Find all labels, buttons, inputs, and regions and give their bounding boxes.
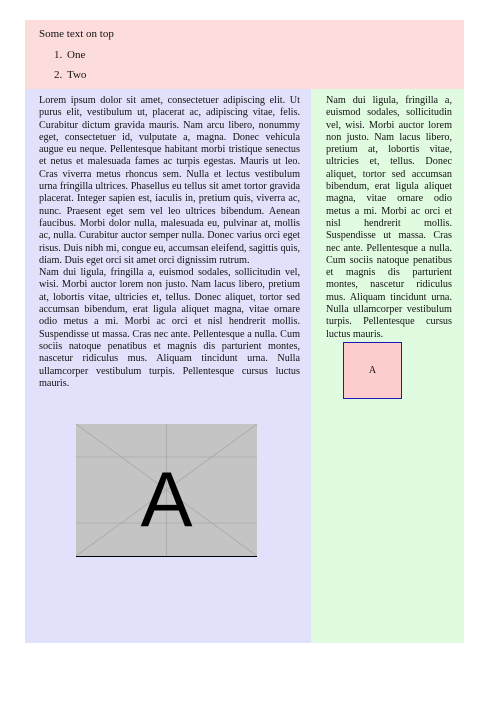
top-numbered-list [39, 48, 464, 82]
list-item-two: 2. Two [65, 68, 464, 82]
left-column [25, 89, 311, 643]
placeholder-image-letter: A [140, 455, 193, 543]
left-paragraph-2: Nam dui ligula, fringilla a, euismod sodales, sollicitudin vel, wisi. Morbi auctor lorem non justo. Nam lacus libero, pretium at, lobortis vitae, ultricies et, tellus. Donec aliquet, tortor sed accumsan bibendum, erat ligula aliquet magna, vitae ornare odio metus a mi. Morbi ac orci et nisl hendrerit mollis. Suspendisse ut massa. Cras nec ante. Pellentesque a nulla. Cum sociis natoque penatibus et magnis dis parturient montes, nascetur ridiculus mus. Aliquam tincidunt urna. Nulla ullamcorper vestibulum turpis. Pellentesque cursus luctus mauris. [39, 267, 300, 389]
top-intro-text: Some text on top [39, 28, 114, 40]
right-paragraph: Nam dui ligula, fringilla a, euismod sodales, sollicitudin vel, wisi. Morbi auctor lorem non justo. Nam lacus libero, pretium at, lobortis vitae, ultricies et, tellus. Donec aliquet, tortor sed accumsan bibendum, erat ligula aliquet magna, vitae ornare odio metus a mi. Morbi ac orci et nisl hendrerit mollis. Suspendisse ut massa. Cras nec ante. Pellentesque a nulla. Cum sociis natoque penatibus et magnis dis parturient montes, nascetur ridiculus mus. Aliquam tincidunt urna. Nulla ullamcorper vestibulum turpis. Pellentesque cursus luctus mauris. [326, 95, 452, 340]
top-section [25, 20, 464, 89]
placeholder-image-figure [76, 424, 257, 557]
boxed-label-a: A [343, 342, 402, 399]
list-item-one: 1. One [65, 48, 464, 62]
right-column [311, 89, 464, 643]
left-paragraph-1: Lorem ipsum dolor sit amet, consectetuer adipiscing elit. Ut purus elit, vestibulum ut, placerat ac, adipiscing vitae, felis. Curabitur dictum gravida mauris. Nam arcu libero, nonummy eget, consectetuer id, vulputate a, magna. Donec vehicula augue eu neque. Pellentesque habitant morbi tristique senectus et netus et malesuada fames ac turpis egestas. Mauris ut leo. Cras viverra metus rhoncus sem. Nulla et lectus vestibulum urna fringilla ultrices. Phasellus eu tellus sit amet tortor gravida placerat. Integer sapien est, iaculis in, pretium quis, viverra ac, nunc. Praesent eget sem vel leo ultrices bibendum. Aenean faucibus. Morbi dolor nulla, malesuada eu, pulvinar at, mollis ac, nulla. Curabitur auctor semper nulla. Donec varius orci eget risus. Duis nibh mi, congue eu, accumsan eleifend, sagittis quis, diam. Duis eget orci sit amet orci dignissim rutrum. [39, 95, 300, 266]
